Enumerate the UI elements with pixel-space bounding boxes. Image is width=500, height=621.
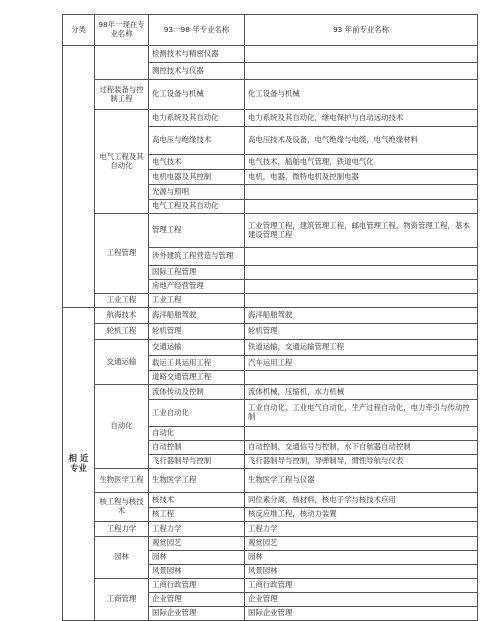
major-pre-93: 电机，电器，微特电机及控制电器 bbox=[245, 170, 478, 185]
category-label-line2: 专业 bbox=[70, 463, 87, 473]
major-pre-93: 风景园林 bbox=[245, 565, 478, 579]
group-cell: 工程管理 bbox=[95, 214, 149, 294]
group-cell: 生物医学工程 bbox=[95, 469, 149, 493]
group-cell: 过程装备与控制工程 bbox=[95, 80, 149, 110]
group-cell: 电气工程及其自动化 bbox=[95, 110, 149, 214]
major-93-98: 国际企业管理 bbox=[149, 607, 245, 621]
table-row bbox=[63, 340, 478, 356]
major-pre-93: 汽车运用工程 bbox=[245, 356, 478, 371]
table-row bbox=[63, 324, 478, 340]
header-93-98-major: 93一98 年专业名称 bbox=[149, 15, 245, 46]
major-pre-93: 园林 bbox=[245, 551, 478, 565]
major-93-98: 流体传动及控制 bbox=[149, 385, 245, 400]
major-93-98: 管理工程 bbox=[149, 214, 245, 248]
major-93-98: 核技术 bbox=[149, 493, 245, 508]
major-pre-93: 飞行器制导与控制，导弹制导，惯性导航与仪表 bbox=[245, 455, 478, 469]
major-93-98: 电气工程及其自动化 bbox=[149, 200, 245, 214]
major-93-98: 电气技术 bbox=[149, 155, 245, 170]
table-row bbox=[63, 46, 478, 63]
group-cell: 交通运输 bbox=[95, 340, 149, 385]
major-93-98: 光源与照明 bbox=[149, 185, 245, 200]
table-row bbox=[63, 294, 478, 308]
group-cell: 核工程与核技术 bbox=[95, 493, 149, 522]
major-pre-93 bbox=[245, 280, 478, 294]
major-93-98: 交通运输 bbox=[149, 340, 245, 356]
group-cell: 园林 bbox=[95, 537, 149, 579]
major-93-98: 飞行器制导与控制 bbox=[149, 455, 245, 469]
major-93-98: 高电压与绝缘技术 bbox=[149, 127, 245, 155]
major-pre-93 bbox=[245, 185, 478, 200]
major-pre-93 bbox=[245, 46, 478, 63]
table-row bbox=[63, 537, 478, 551]
major-pre-93: 流体机械，压缩机，水力机械 bbox=[245, 385, 478, 400]
major-93-98: 工程力学 bbox=[149, 522, 245, 537]
table-row bbox=[63, 522, 478, 537]
major-93-98: 载运工具运用工程 bbox=[149, 356, 245, 371]
major-pre-93: 国际企业管理 bbox=[245, 607, 478, 621]
group-cell-continued bbox=[95, 46, 149, 80]
major-pre-93: 工业管理工程，建筑管理工程，邮电管理工程，物资管理工程，基本建设管理工程 bbox=[245, 214, 478, 248]
header-current-major: 98年一现在专业名称 bbox=[95, 15, 149, 46]
major-pre-93: 轮机管理 bbox=[245, 324, 478, 340]
major-pre-93: 工程力学 bbox=[245, 522, 478, 537]
major-93-98: 检测技术与精密仪器 bbox=[149, 46, 245, 63]
major-pre-93 bbox=[245, 294, 478, 308]
major-93-98: 自动控制 bbox=[149, 441, 245, 455]
major-pre-93: 核反应堆工程，核动力装置 bbox=[245, 508, 478, 522]
major-93-98: 轮机管理 bbox=[149, 324, 245, 340]
major-93-98: 测控技术与仪器 bbox=[149, 63, 245, 80]
major-pre-93: 海洋船舶驾驶 bbox=[245, 308, 478, 324]
major-93-98: 风景园林 bbox=[149, 565, 245, 579]
major-pre-93: 工业自动化，工业电气自动化，生产过程自动化，电力牵引与传动控制 bbox=[245, 400, 478, 427]
group-cell: 工商管理 bbox=[95, 579, 149, 621]
major-name-table bbox=[62, 14, 478, 621]
major-93-98: 园林 bbox=[149, 551, 245, 565]
major-93-98: 核工程 bbox=[149, 508, 245, 522]
group-cell: 自动化 bbox=[95, 385, 149, 469]
major-pre-93: 工商行政管理 bbox=[245, 579, 478, 593]
category-label-line1: 相 近 bbox=[68, 453, 89, 464]
group-cell: 航海技术 bbox=[95, 308, 149, 324]
major-pre-93: 企业管理 bbox=[245, 593, 478, 607]
major-pre-93 bbox=[245, 427, 478, 441]
table-row bbox=[63, 80, 478, 110]
major-93-98: 企业管理 bbox=[149, 593, 245, 607]
major-93-98: 涉外建筑工程营造与管理 bbox=[149, 248, 245, 266]
major-93-98: 工业自动化 bbox=[149, 400, 245, 427]
major-pre-93 bbox=[245, 266, 478, 280]
major-93-98: 生物医学工程 bbox=[149, 469, 245, 493]
table-row bbox=[63, 579, 478, 593]
major-pre-93: 化工设备与机械 bbox=[245, 80, 478, 110]
major-93-98: 国际工程管理 bbox=[149, 266, 245, 280]
major-93-98: 道路交通管理工程 bbox=[149, 371, 245, 385]
major-pre-93 bbox=[245, 248, 478, 266]
table-header-row bbox=[63, 15, 478, 46]
major-93-98: 化工设备与机械 bbox=[149, 80, 245, 110]
table-row bbox=[63, 493, 478, 508]
major-93-98: 电机电器及其控制 bbox=[149, 170, 245, 185]
group-cell: 工程力学 bbox=[95, 522, 149, 537]
major-pre-93: 生物医学工程与仪器 bbox=[245, 469, 478, 493]
group-cell: 轮机工程 bbox=[95, 324, 149, 340]
major-93-98: 海洋船舶驾驶 bbox=[149, 308, 245, 324]
category-cell-blank bbox=[63, 46, 95, 308]
header-pre-93-major: 93 年前专业名称 bbox=[245, 15, 478, 46]
table-row bbox=[63, 110, 478, 127]
major-pre-93: 铁道运输，交通运输管理工程 bbox=[245, 340, 478, 356]
major-93-98: 电力系统及其自动化 bbox=[149, 110, 245, 127]
major-pre-93 bbox=[245, 371, 478, 385]
major-pre-93 bbox=[245, 200, 478, 214]
category-cell-similar bbox=[63, 308, 95, 621]
table-row bbox=[63, 308, 478, 324]
major-pre-93: 电力系统及其自动化，继电保护与自动远动技术 bbox=[245, 110, 478, 127]
major-pre-93: 观赏园艺 bbox=[245, 537, 478, 551]
major-pre-93: 电气技术，船舶电气管理，铁道电气化 bbox=[245, 155, 478, 170]
major-pre-93 bbox=[245, 63, 478, 80]
major-93-98: 观赏园艺 bbox=[149, 537, 245, 551]
major-93-98: 自动化 bbox=[149, 427, 245, 441]
table-row bbox=[63, 214, 478, 248]
major-93-98: 工业工程 bbox=[149, 294, 245, 308]
major-93-98: 房地产经营管理 bbox=[149, 280, 245, 294]
header-category: 分类 bbox=[63, 15, 95, 46]
table-row bbox=[63, 385, 478, 400]
group-cell: 工业工程 bbox=[95, 294, 149, 308]
major-pre-93: 同位素分离，核材料，核电子学与核技术应用 bbox=[245, 493, 478, 508]
table-row bbox=[63, 469, 478, 493]
major-93-98: 工商行政管理 bbox=[149, 579, 245, 593]
major-pre-93: 高电压技术及设备，电气绝缘与电缆，电气绝缘材料 bbox=[245, 127, 478, 155]
major-pre-93: 自动控制，交通信号与控制，水下自航器自动控制 bbox=[245, 441, 478, 455]
